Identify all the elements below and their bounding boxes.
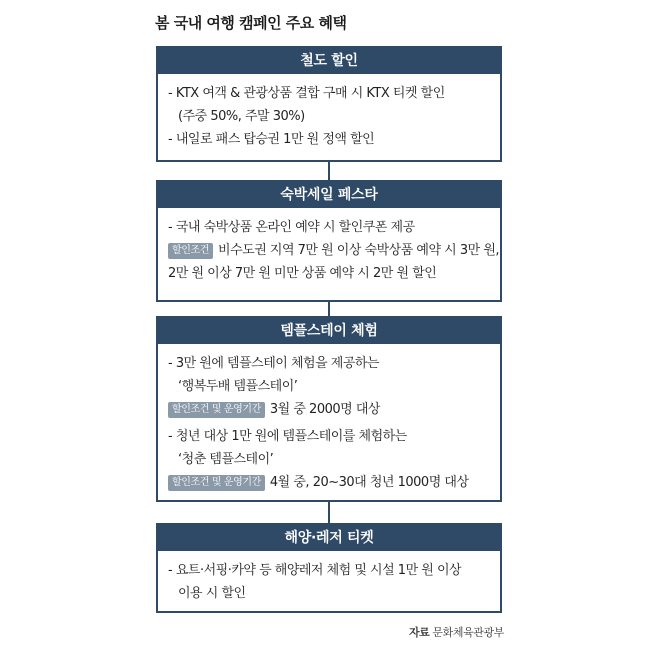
source-credit <box>409 624 504 640</box>
condition-badge: 할인조건 및 운영기간 <box>168 475 265 491</box>
card-heading: 숙박세일 페스타 <box>158 182 500 208</box>
benefit-line: - KTX 여객 & 관광상품 결합 구매 시 KTX 티켓 할인 <box>168 86 445 101</box>
benefit-line: (주중 50%, 주말 30%) <box>178 109 305 124</box>
benefit-line: ‘청춘 템플스테이’ <box>178 452 274 467</box>
card-heading: 템플스테이 체험 <box>158 318 500 344</box>
page-title: 봄 국내 여행 캠페인 주요 혜택 <box>155 14 347 32</box>
card-rail-discount <box>156 46 502 162</box>
source-label: 자료 <box>408 626 430 639</box>
benefit-line: 2만 원 이상 7만 원 미만 상품 예약 시 2만 원 할인 <box>168 266 437 281</box>
source-text: 문화체육관광부 <box>432 626 504 639</box>
benefit-line: 이용 시 할인 <box>178 586 246 601</box>
benefit-line: - 국내 숙박상품 온라인 예약 시 할인쿠폰 제공 <box>168 220 415 235</box>
benefit-line <box>168 398 490 421</box>
card-heading: 철도 할인 <box>158 48 500 74</box>
condition-text: 4월 중, 20~30대 청년 1000명 대상 <box>269 475 469 490</box>
card-lodging-sale <box>156 180 502 302</box>
benefit-line <box>168 471 490 494</box>
benefit-line <box>168 239 500 262</box>
card-heading: 해양·레저 티켓 <box>158 525 500 551</box>
benefit-line: - 요트·서핑·카약 등 해양레저 체험 및 시설 1만 원 이상 <box>168 563 462 578</box>
condition-badge: 할인조건 및 운영기간 <box>168 402 265 418</box>
card-marine-leisure <box>156 523 502 613</box>
benefit-line: ‘행복두배 템플스테이’ <box>178 379 298 394</box>
condition-text: 3월 중 2000명 대상 <box>269 402 380 417</box>
connector-line <box>328 500 330 525</box>
benefit-line: - 3만 원에 템플스테이 체험을 제공하는 <box>168 356 379 371</box>
condition-text: 비수도권 지역 7만 원 이상 숙박상품 예약 시 3만 원, <box>218 243 500 258</box>
card-templestay <box>156 316 502 502</box>
condition-badge: 할인조건 <box>168 243 213 259</box>
benefit-line: - 청년 대상 1만 원에 템플스테이를 체험하는 <box>168 429 407 444</box>
connector-line <box>328 160 330 182</box>
benefit-line: - 내일로 패스 탑승권 1만 원 정액 할인 <box>168 132 375 147</box>
